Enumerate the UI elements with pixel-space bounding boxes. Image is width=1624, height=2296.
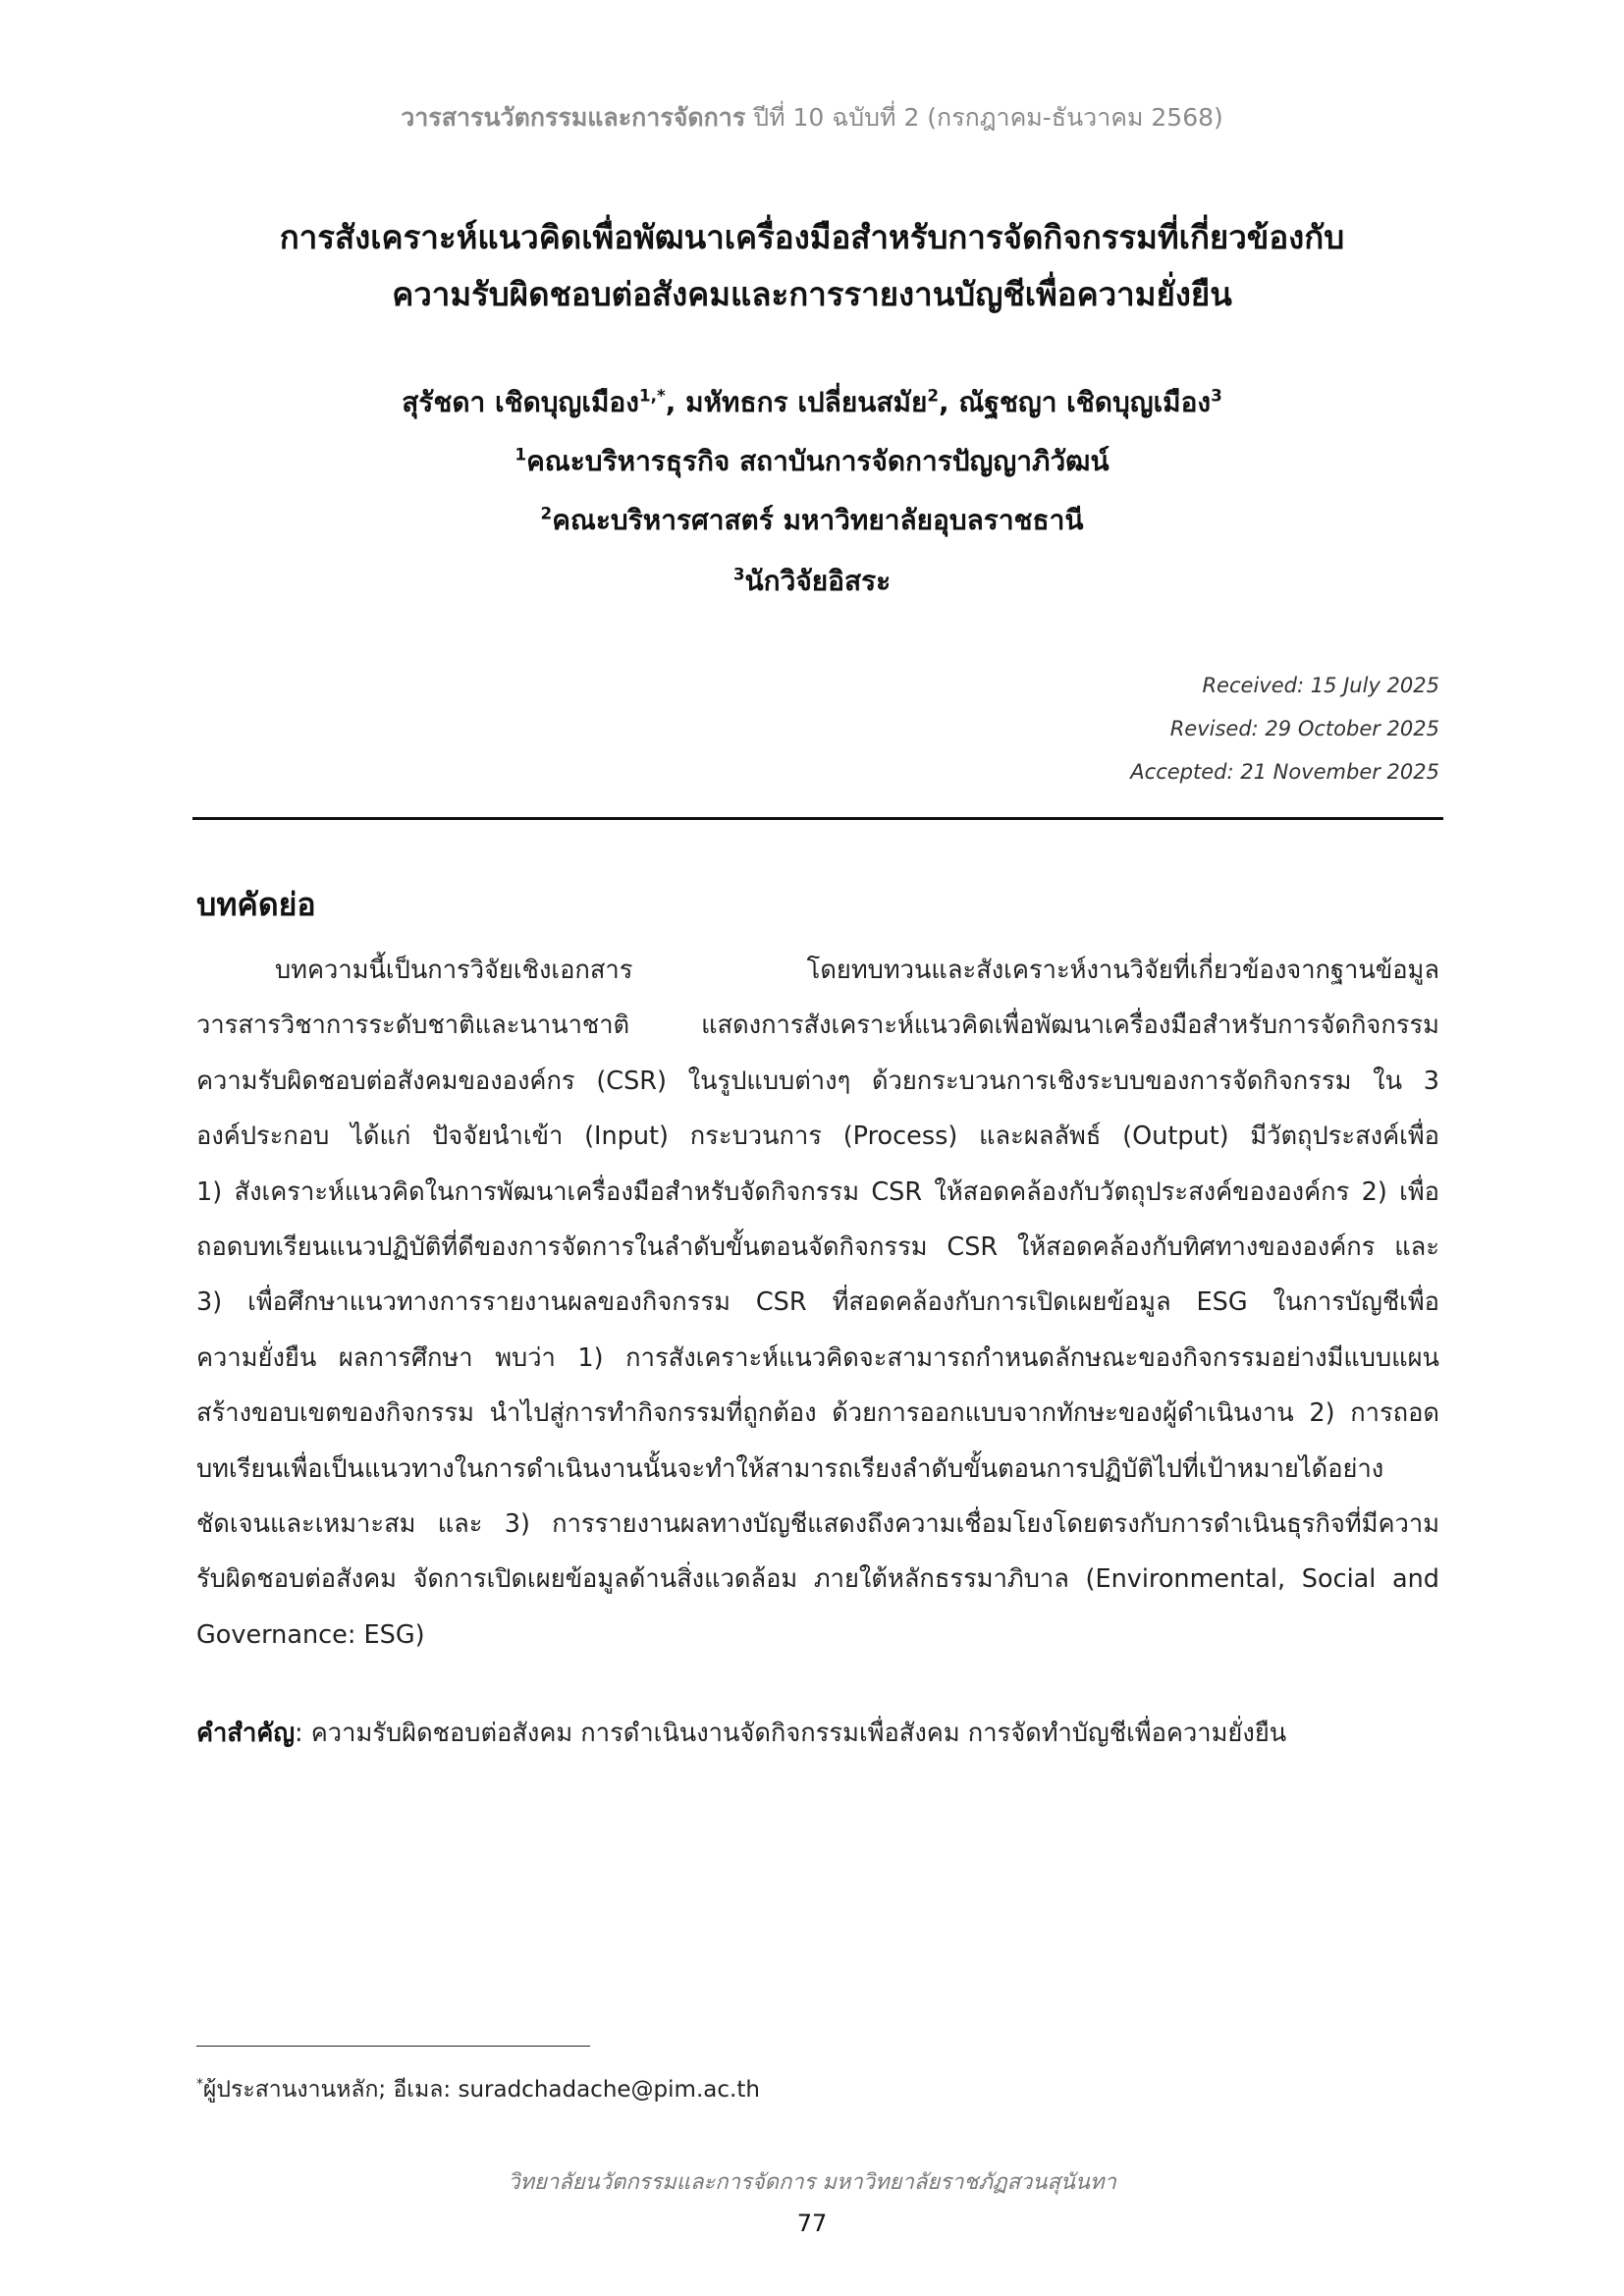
abstract-line: บทเรียนเพื่อเป็นแนวทางในการดำเนินงานนั้นจะทำให้สามารถเรียงลำดับขั้นตอนการปฏิบัติไปที่เป้าหมายได้อย่าง [196, 1453, 1384, 1484]
abstract-heading: บทคัดย่อ [196, 886, 316, 923]
affiliation [0, 499, 1624, 542]
keywords-text: : ความรับผิดชอบต่อสังคม การดำเนินงานจัดกิจกรรมเพื่อสังคม การจัดทำบัญชีเพื่อความยั่งยืน [295, 1719, 1287, 1748]
page-footer: วิทยาลัยนวัตกรรมและการจัดการ มหาวิทยาลัยราชภัฏสวนสุนันทา [508, 2170, 1116, 2195]
abstract-body [196, 943, 1439, 1663]
keywords [196, 1714, 1286, 1753]
abstract-line: Governance: ESG) [196, 1619, 425, 1650]
abstract-line: ความยั่งยืน ผลการศึกษา พบว่า 1) การสังเคราะห์แนวคิดจะสามารถกำหนดลักษณะของกิจกรรมอย่างมีแบบแผน [196, 1342, 1439, 1373]
journal-name: วารสารนวัตกรรมและการจัดการ [401, 103, 746, 132]
paper-title-line-2: ความรับผิดชอบต่อสังคมและการรายงานบัญชีเพื่อความยั่งยืน [392, 275, 1232, 313]
affiliation [0, 440, 1624, 483]
footnote-divider [196, 2046, 590, 2047]
accepted-date: Accepted: 21 November 2025 [1130, 760, 1439, 784]
abstract-line: รับผิดชอบต่อสังคม จัดการเปิดเผยข้อมูลด้านสิ่งแวดล้อม ภายใต้หลักธรรมาภิบาล (Environmental, Social and [196, 1564, 1439, 1595]
footnote [196, 2072, 760, 2107]
author-mark: 3 [1211, 385, 1222, 406]
affiliation-text: คณะบริหารศาสตร์ มหาวิทยาลัยอุบลราชธานี [552, 504, 1084, 536]
abstract-line: ถอดบทเรียนแนวปฏิบัติที่ดีของการจัดการในลำดับขั้นตอนจัดกิจกรรม CSR ให้สอดคล้องกับทิศทางขององค์กร และ [196, 1231, 1439, 1262]
footnote-text: ผู้ประสานงานหลัก; อีเมล: suradchadache@pim.ac.th [202, 2077, 760, 2103]
running-header [0, 98, 1624, 137]
footnote-mark: * [196, 2076, 203, 2093]
abstract-line: วารสารวิชาการระดับชาติและนานาชาติ แสดงการสังเคราะห์แนวคิดเพื่อพัฒนาเครื่องมือสำหรับการจัดกิจกรรม [196, 1011, 1439, 1041]
page-number: 77 [796, 2210, 828, 2237]
affiliation-text: นักวิจัยอิสระ [744, 565, 892, 597]
affiliation-mark: 1 [514, 444, 527, 465]
journal-issue: ปีที่ 10 ฉบับที่ 2 (กรกฎาคม-ธันวาคม 2568) [753, 103, 1223, 132]
abstract-line: ชัดเจนและเหมาะสม และ 3) การรายงานผลทางบัญชีแสดงถึงความเชื่อมโยงโดยตรงกับการดำเนินธุรกิจที่มีความ [196, 1508, 1439, 1539]
author-separator: , [665, 386, 686, 418]
abstract-line: ความรับผิดชอบต่อสังคมขององค์กร (CSR) ในรูปแบบต่างๆ ด้วยกระบวนการเชิงระบบของการจัดกิจกรรม ใน 3 [196, 1066, 1439, 1096]
author-list [0, 381, 1624, 424]
divider [192, 817, 1443, 820]
affiliation-text: คณะบริหารธุรกิจ สถาบันการจัดการปัญญาภิวัฒน์ [526, 445, 1110, 477]
author-separator: , [939, 386, 959, 418]
abstract-line: 1) สังเคราะห์แนวคิดในการพัฒนาเครื่องมือสำหรับจัดกิจกรรม CSR ให้สอดคล้องกับวัตถุประสงค์ขององค์กร 2) เพื่อ [196, 1176, 1439, 1207]
abstract-line: องค์ประกอบ ได้แก่ ปัจจัยนำเข้า (Input) กระบวนการ (Process) และผลลัพธ์ (Output) มีวัตถุประสงค์เพื่อ [196, 1121, 1439, 1152]
keywords-label: คำสำคัญ [196, 1719, 296, 1748]
abstract-line: สร้างขอบเขตของกิจกรรม นำไปสู่การทำกิจกรรมที่ถูกต้อง ด้วยการออกแบบจากทักษะของผู้ดำเนินงาน 2) การถอด [196, 1398, 1439, 1429]
abstract-line: 3) เพื่อศึกษาแนวทางการรายงานผลของกิจกรรม CSR ที่สอดคล้องกับการเปิดเผยข้อมูล ESG ในการบัญชีเพื่อ [196, 1287, 1439, 1318]
affiliation-mark: 2 [540, 503, 553, 523]
received-date: Received: 15 July 2025 [1202, 674, 1439, 697]
abstract-line: บทความนี้เป็นการวิจัยเชิงเอกสาร โดยทบทวนและสังเคราะห์งานวิจัยที่เกี่ยวข้องจากฐานข้อมูล [275, 956, 1439, 985]
author-name: มหัทธกร เปลี่ยนสมัย [685, 386, 928, 418]
author-name: สุรัชดา เชิดบุญเมือง [402, 386, 639, 418]
author-mark: 2 [927, 385, 940, 406]
author-mark: 1,* [638, 385, 666, 406]
author-name: ณัฐชญา เชิดบุญเมือง [958, 386, 1212, 418]
revised-date: Revised: 29 October 2025 [1169, 717, 1439, 740]
paper-title-line-1: การสังเคราะห์แนวคิดเพื่อพัฒนาเครื่องมือสำหรับการจัดกิจกรรมที่เกี่ยวข้องกับ [279, 218, 1345, 256]
affiliation [0, 560, 1624, 603]
affiliation-mark: 3 [732, 564, 745, 584]
